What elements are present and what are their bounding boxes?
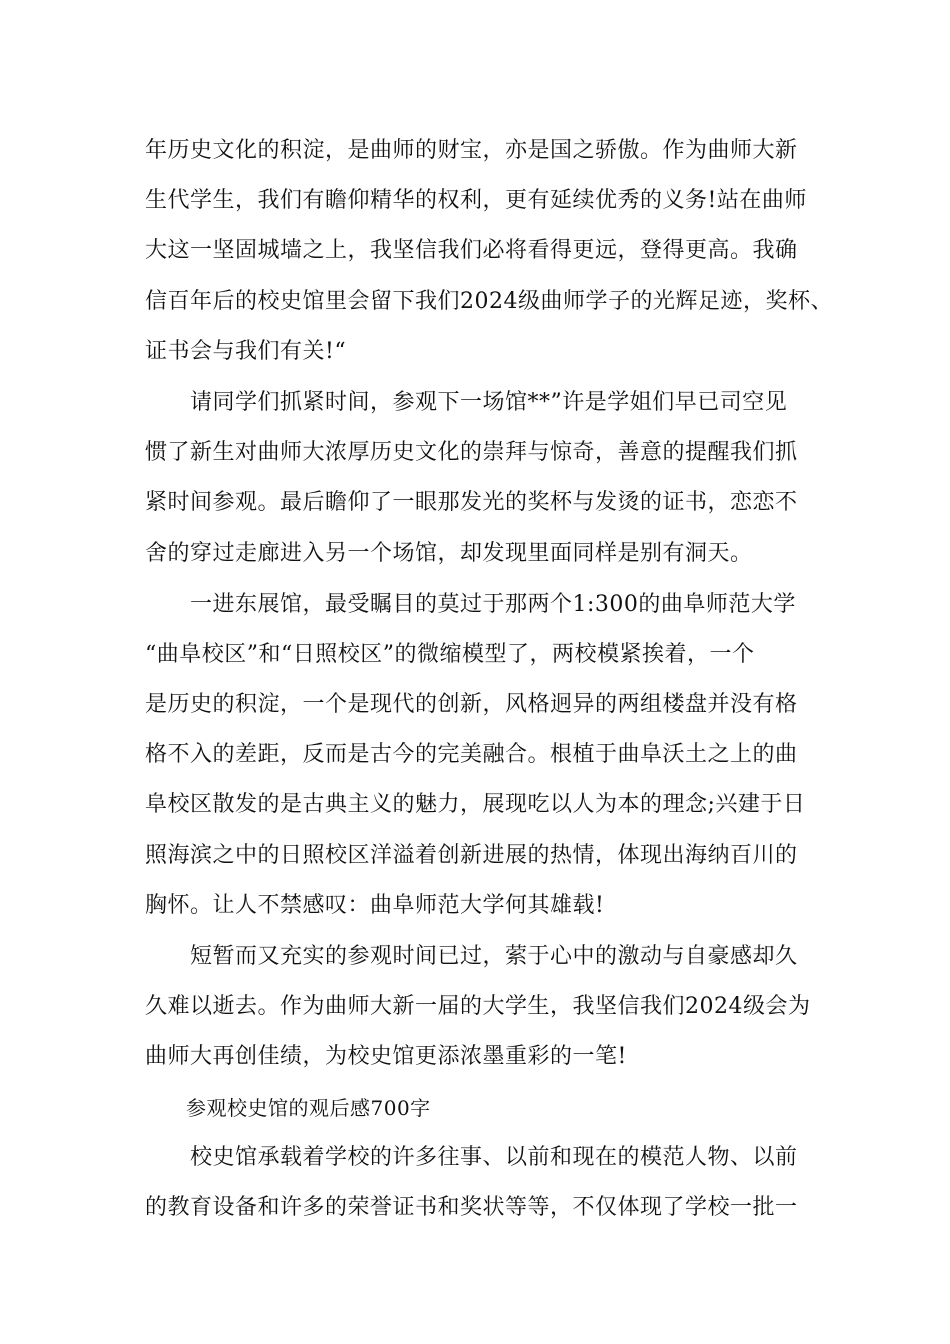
text-line: 惯了新生对曲师大浓厚历史文化的崇拜与惊奇，善意的提醒我们抓	[145, 440, 798, 466]
text-line: 曲师大再创佳绩，为校史馆更添浓墨重彩的一笔!	[145, 1044, 627, 1070]
text-line: 证书会与我们有关!“	[145, 338, 347, 364]
text-line: 短暂而又充实的参观时间已过，萦于心中的激动与自豪感却久	[145, 944, 798, 969]
text-line: 紧时间参观。最后瞻仰了一眼那发光的奖杯与发烫的证书，恋恋不	[145, 490, 798, 516]
section-heading: 参观校史馆的观后感700字	[145, 1095, 431, 1120]
text-line: 格不入的差距，反而是古今的完美融合。根植于曲阜沃土之上的曲	[145, 742, 798, 768]
text-line: 大这一坚固城墙之上，我坚信我们必将看得更远，登得更高。我确	[145, 238, 798, 264]
text-line: 请同学们抓紧时间，参观下一场馆**”许是学姐们早已司空见	[145, 389, 788, 415]
text-line: 的教育设备和许多的荣誉证书和奖状等等，不仅体现了学校一批一	[145, 1194, 798, 1220]
text-line: 照海滨之中的日照校区洋溢着创新进展的热情，体现出海纳百川的	[145, 842, 798, 868]
document-body	[145, 126, 845, 1233]
text-line: 久难以逝去。作为曲师大新一届的大学生，我坚信我们2024级会为	[145, 994, 811, 1020]
text-line: 是历史的积淀，一个是现代的创新，风格迥异的两组楼盘并没有格	[145, 692, 798, 718]
text-line: 信百年后的校史馆里会留下我们2024级曲师学子的光辉足迹，奖杯、	[145, 288, 833, 314]
text-line: “曲阜校区”和“日照校区”的微缩模型了，两校模紧挨着，一个	[145, 641, 755, 667]
text-line: 年历史文化的积淀，是曲师的财宝，亦是国之骄傲。作为曲师大新	[145, 138, 798, 163]
text-line: 校史馆承载着学校的许多往事、以前和现在的模范人物、以前	[145, 1144, 798, 1170]
text-line: 一进东展馆，最受瞩目的莫过于那两个1:300的曲阜师范大学	[145, 591, 796, 617]
text-line: 胸怀。让人不禁感叹：曲阜师范大学何其雄载!	[145, 892, 605, 918]
text-line: 舍的穿过走廊进入另一个场馆，却发现里面同样是别有洞天。	[145, 540, 753, 566]
text-line: 生代学生，我们有瞻仰精华的权利，更有延续优秀的义务!站在曲师	[145, 188, 807, 214]
text-line: 阜校区散发的是古典主义的魅力，展现吃以人为本的理念;兴建于日	[145, 792, 806, 818]
